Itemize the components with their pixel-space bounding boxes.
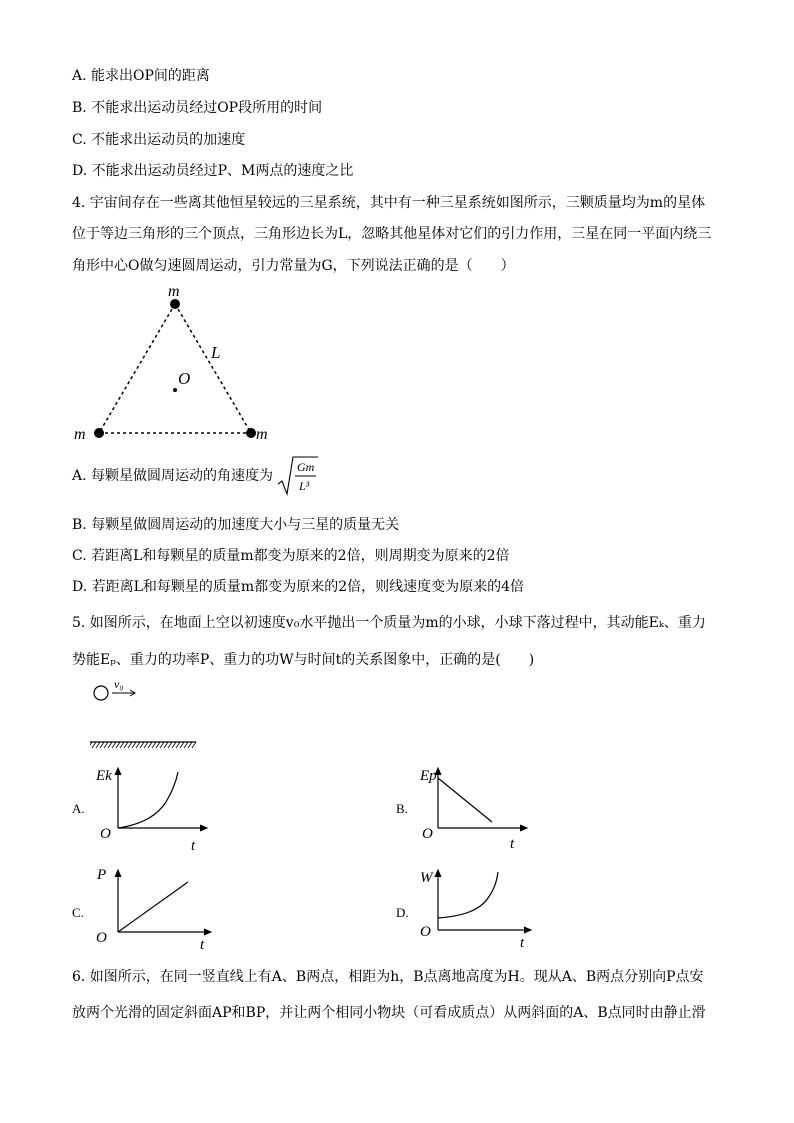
origin-label-b: O xyxy=(422,826,433,842)
side-label: L xyxy=(211,343,221,362)
option-d-label: D. xyxy=(396,905,409,920)
star-top xyxy=(170,299,180,309)
q4-stem-line-2: 位于等边三角形的三个顶点，三角形边长为L，忽略其他星体对它们的引力作用，三星在同一平面内绕三 xyxy=(72,226,712,242)
graph-c-power xyxy=(90,862,220,954)
ep-axis-label: Ep xyxy=(420,768,437,784)
q5-stem-line-2: 势能Eₚ、重力的功率P、重力的功W与时间t的关系图象中，正确的是( ) xyxy=(72,652,535,668)
formula-numerator: Gm xyxy=(297,460,315,474)
p-axis-label: P xyxy=(97,867,107,883)
q3-option-a: A. 能求出OP间的距离 xyxy=(72,68,210,84)
mass-label-top: m xyxy=(168,283,180,300)
t-axis-label-d: t xyxy=(520,935,525,951)
t-axis-label-b: t xyxy=(510,836,515,852)
q4-option-b: B. 每颗星做圆周运动的加速度大小与三星的质量无关 xyxy=(72,517,400,533)
option-b-label: B. xyxy=(396,801,408,816)
sqrt-formula xyxy=(276,454,320,498)
ground-hatching xyxy=(90,742,196,748)
thrown-ball-figure xyxy=(90,676,200,751)
triangle-left-side xyxy=(99,304,175,433)
graph-b-potential-energy xyxy=(414,762,544,854)
q3-option-b: B. 不能求出运动员经过OP段所用的时间 xyxy=(72,100,323,116)
graph-a-kinetic-energy xyxy=(90,762,220,854)
ball xyxy=(94,686,108,700)
center-point xyxy=(173,388,177,392)
q4-option-a xyxy=(72,466,273,486)
origin-label-c: O xyxy=(96,930,107,946)
q4-stem-line-1: 4. 宇宙间存在一些离其他恒星较远的三星系统，其中有一种三星系统如图所示，三颗质量均为m的星体 xyxy=(72,195,706,211)
option-c-label: C. xyxy=(72,905,84,920)
star-right xyxy=(246,428,256,438)
q4-stem-line-3: 角形中心O做匀速圆周运动，引力常量为G，下列说法正确的是（ ） xyxy=(72,258,515,274)
p-line xyxy=(118,882,188,932)
q3-option-c: C. 不能求出运动员的加速度 xyxy=(72,132,246,148)
w-curve xyxy=(438,872,498,918)
velocity-label: v₀ xyxy=(114,677,124,691)
ek-curve xyxy=(118,772,178,828)
q3-option-d: D. 不能求出运动员经过P、M两点的速度之比 xyxy=(72,163,354,179)
mass-label-right: m xyxy=(256,426,268,443)
three-star-triangle-figure xyxy=(60,280,290,445)
origin-label-d: O xyxy=(420,924,431,940)
q6-stem-line-2: 放两个光滑的固定斜面AP和BP，并让两个相同小物块（可看成质点）从两斜面的A、B点同时由静止滑 xyxy=(72,1005,706,1021)
star-left xyxy=(94,428,104,438)
ep-line xyxy=(438,778,492,822)
option-a-label: A. xyxy=(72,801,85,816)
t-axis-label-a: t xyxy=(191,838,196,854)
q4-option-d: D. 若距离L和每颗星的质量m都变为原来的2倍，则线速度变为原来的4倍 xyxy=(72,579,525,595)
q5-stem-line-1: 5. 如图所示，在地面上空以初速度v₀水平抛出一个质量为m的小球，小球下落过程中，其动能Eₖ、重力 xyxy=(72,615,706,631)
center-label: O xyxy=(178,369,191,388)
q6-stem-line-1: 6. 如图所示，在同一竖直线上有A、B两点，相距为h，B点离地高度为H。现从A、B两点分别向P点安 xyxy=(72,969,704,985)
formula-denominator: L³ xyxy=(299,479,310,493)
w-axis-label: W xyxy=(420,870,433,886)
mass-label-left: m xyxy=(74,426,86,443)
graph-d-work xyxy=(414,862,544,954)
origin-label-a: O xyxy=(100,826,111,842)
t-axis-label-c: t xyxy=(200,937,205,953)
q4-option-a-text: A. 每颗星做圆周运动的角速度为 xyxy=(72,468,274,484)
q4-option-c: C. 若距离L和每颗星的质量m都变为原来的2倍，则周期变为原来的2倍 xyxy=(72,548,510,564)
ek-axis-label: Ek xyxy=(96,768,112,784)
